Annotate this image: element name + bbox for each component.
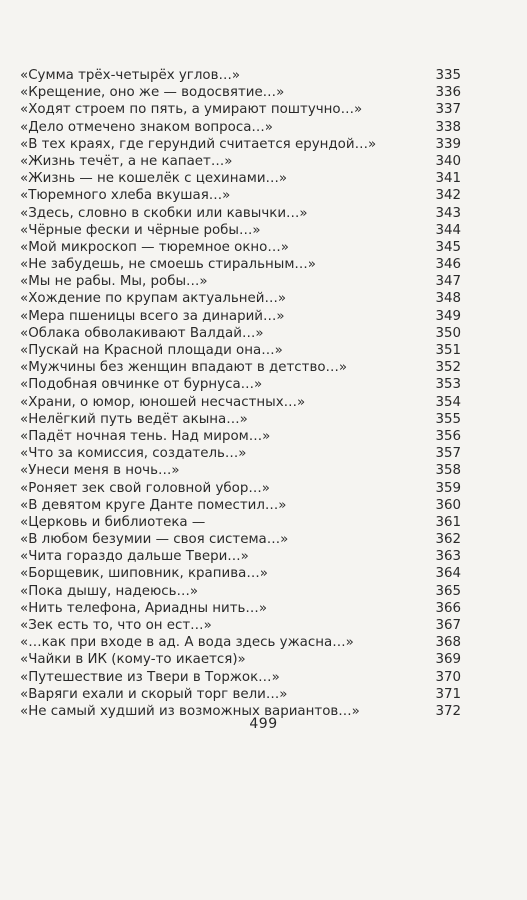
- toc-entry-title: «Крещение, оно же — водосвятие…»: [20, 85, 285, 101]
- toc-entry: [20, 136, 461, 153]
- toc-entry-page: 367: [435, 618, 461, 633]
- toc-entry: [20, 342, 461, 359]
- toc-entry-page: 352: [435, 360, 461, 376]
- toc-entry-page: 335: [435, 68, 461, 83]
- toc-entry-title: «Пока дышу, надеюсь…»: [20, 583, 199, 599]
- toc-entry: [20, 205, 461, 222]
- toc-entry-title: «Сумма трёх-четырёх углов…»: [20, 68, 241, 83]
- toc-entry: [20, 256, 461, 273]
- toc-entry-page: 347: [435, 274, 461, 290]
- toc-entry-page: 365: [435, 583, 461, 599]
- toc-entry: [20, 514, 461, 531]
- toc-entry: [20, 669, 461, 686]
- toc-entry-page: 371: [435, 686, 461, 702]
- toc-entry-page: 364: [435, 566, 461, 582]
- toc-entry-title: «Хождение по крупам актуальней…»: [20, 291, 287, 307]
- toc-entry-page: 361: [435, 514, 461, 530]
- toc-entry-page: 336: [435, 85, 461, 101]
- toc-entry-title: «Что за комиссия, создатель…»: [20, 446, 247, 462]
- toc-entry-title: «…как при входе в ад. А вода здесь ужасна…»: [20, 635, 354, 651]
- toc-entry-page: 359: [435, 480, 461, 496]
- toc-entry-page: 337: [435, 102, 461, 118]
- toc-entry-page: 369: [435, 652, 461, 668]
- toc-entry: [20, 84, 461, 101]
- toc-entry-title: «Зек есть то, что он ест…»: [20, 618, 212, 633]
- toc-entry-title: «Варяги ехали и скорый торг вели…»: [20, 686, 288, 702]
- toc-entry: [20, 359, 461, 376]
- toc-entry: [20, 462, 461, 479]
- toc-entry-page: 363: [435, 549, 461, 565]
- toc-entry-page: 368: [435, 635, 461, 651]
- toc-entry-title: «Тюремного хлеба вкушая…»: [20, 188, 231, 204]
- toc-entry-title: «Не забудешь, не смоешь стиральным…»: [20, 257, 316, 273]
- toc-entry-title: «Чита гораздо дальше Твери…»: [20, 549, 249, 565]
- toc-entry-page: 343: [435, 205, 461, 221]
- toc-entry: [20, 273, 461, 290]
- toc-entry: [20, 617, 461, 634]
- toc-entry-page: 358: [435, 463, 461, 479]
- toc-entry: [20, 651, 461, 668]
- toc-entry-page: 372: [435, 703, 461, 719]
- toc-entry: [20, 428, 461, 445]
- toc-entry-page: 370: [435, 669, 461, 685]
- toc-entry: [20, 583, 461, 600]
- toc-entry-title: «Унеси меня в ночь…»: [20, 463, 180, 479]
- toc-entry-page: 349: [435, 308, 461, 324]
- toc-entry-page: 351: [435, 343, 461, 358]
- toc-entry-page: 357: [435, 446, 461, 462]
- toc-entry: [20, 686, 461, 703]
- toc-entry-title: «Жизнь — не кошелёк с цехинами…»: [20, 171, 288, 187]
- toc-entry-title: «Борщевик, шиповник, крапива…»: [20, 566, 268, 582]
- toc-entry-page: 341: [435, 171, 461, 187]
- toc-entry-page: 345: [435, 239, 461, 255]
- toc-entry: [20, 153, 461, 170]
- toc-entry-title: «В девятом круге Данте поместил…»: [20, 497, 287, 513]
- toc-entry-title: «Не самый худший из возможных вариантов…»: [20, 703, 360, 719]
- toc-entry-title: «Мой микроскоп — тюремное окно…»: [20, 239, 289, 255]
- toc-entry-page: 354: [435, 394, 461, 410]
- toc-entry-title: «В любом безумии — своя система…»: [20, 532, 289, 548]
- toc-entry-title: «В тех краях, где герундий считается ерундой…»: [20, 136, 377, 152]
- toc-entry-title: «Нить телефона, Ариадны нить…»: [20, 600, 268, 616]
- toc-entry-page: 344: [435, 222, 461, 238]
- toc-entry: [20, 600, 461, 617]
- toc-entry: [20, 548, 461, 565]
- table-of-contents: [20, 67, 461, 720]
- toc-entry-title: «Падёт ночная тень. Над миром…»: [20, 428, 271, 444]
- toc-entry: [20, 531, 461, 548]
- toc-entry-page: 356: [435, 428, 461, 444]
- toc-entry-title: «Нелёгкий путь ведёт акына…»: [20, 411, 248, 427]
- toc-entry-title: «Чайки в ИК (кому-то икается)»: [20, 652, 246, 668]
- toc-entry-title: «Храни, о юмор, юношей несчастных…»: [20, 394, 306, 410]
- toc-entry: [20, 497, 461, 514]
- toc-entry: [20, 239, 461, 256]
- toc-entry-title: «Подобная овчинке от бурнуса…»: [20, 377, 263, 393]
- toc-entry: [20, 480, 461, 497]
- toc-entry-title: «Пускай на Красной площади она…»: [20, 343, 283, 358]
- toc-entry-page: 339: [435, 136, 461, 152]
- toc-entry: [20, 308, 461, 325]
- toc-entry: [20, 376, 461, 393]
- toc-entry-title: «Мы не рабы. Мы, робы…»: [20, 274, 208, 290]
- toc-entry: [20, 325, 461, 342]
- toc-entry-title: «Здесь, словно в скобки или кавычки…»: [20, 205, 308, 221]
- toc-entry-page: 355: [435, 411, 461, 427]
- toc-entry: [20, 394, 461, 411]
- toc-entry-title: «Чёрные фески и чёрные робы…»: [20, 222, 261, 238]
- toc-entry: [20, 187, 461, 204]
- toc-entry-title: «Жизнь течёт, а не капает…»: [20, 153, 233, 169]
- toc-entry-page: 350: [435, 325, 461, 341]
- toc-entry-title: «Путешествие из Твери в Торжок…»: [20, 669, 280, 685]
- toc-entry-page: 362: [435, 532, 461, 548]
- toc-entry: [20, 411, 461, 428]
- toc-entry: [20, 634, 461, 651]
- toc-entry-title: «Мужчины без женщин впадают в детство…»: [20, 360, 348, 376]
- toc-entry: [20, 565, 461, 582]
- toc-entry-title: «Ходят строем по пять, а умирают поштучно…»: [20, 102, 363, 118]
- toc-entry-title: «Мера пшеницы всего за динарий…»: [20, 308, 285, 324]
- toc-entry: [20, 67, 461, 84]
- page-number: 499: [249, 716, 278, 732]
- toc-entry-page: 346: [435, 257, 461, 273]
- toc-entry: [20, 170, 461, 187]
- toc-entry: [20, 119, 461, 136]
- toc-entry-title: «Дело отмечено знаком вопроса…»: [20, 119, 273, 135]
- toc-entry-title: «Церковь и библиотека —: [20, 514, 206, 530]
- toc-entry-page: 340: [435, 153, 461, 169]
- toc-entry-page: 360: [435, 497, 461, 513]
- toc-entry: [20, 445, 461, 462]
- toc-entry-title: «Роняет зек свой головной убор…»: [20, 480, 270, 496]
- toc-entry-page: 353: [435, 377, 461, 393]
- toc-entry-page: 338: [435, 119, 461, 135]
- toc-entry: [20, 290, 461, 307]
- toc-entry-title: «Облака обволакивают Валдай…»: [20, 325, 264, 341]
- toc-entry-page: 366: [435, 600, 461, 616]
- toc-entry: [20, 222, 461, 239]
- toc-entry-page: 342: [435, 188, 461, 204]
- toc-entry: [20, 101, 461, 118]
- toc-entry-page: 348: [435, 291, 461, 307]
